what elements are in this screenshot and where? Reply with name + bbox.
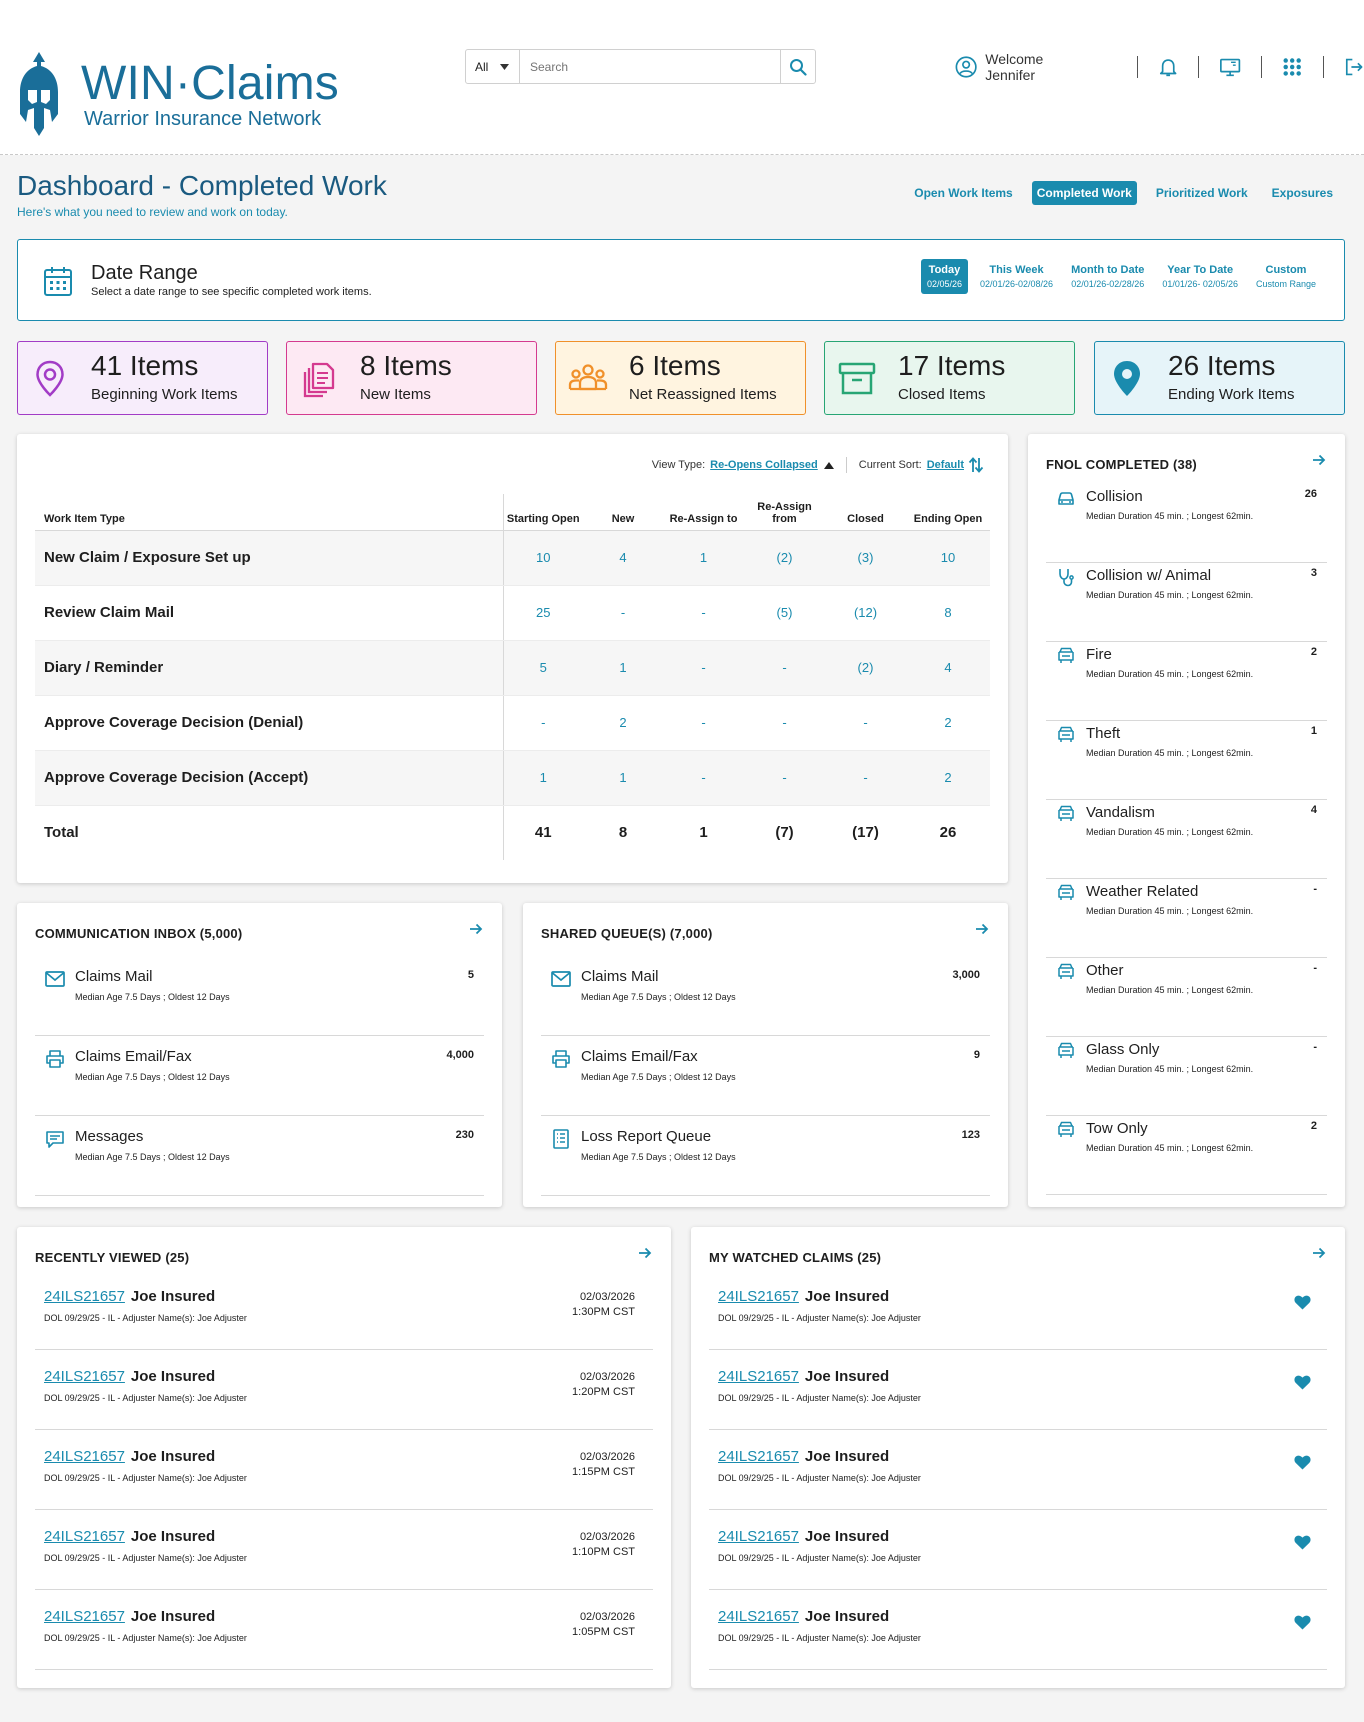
recent-claim-item[interactable] bbox=[35, 1350, 653, 1430]
date-option-this-week[interactable] bbox=[974, 259, 1059, 294]
divider bbox=[846, 457, 847, 473]
claim-detail: DOL 09/29/25 - IL - Adjuster Name(s): Joe Adjuster bbox=[718, 1473, 921, 1483]
fnol-item-count: - bbox=[1313, 962, 1317, 974]
fnol-item-fire[interactable] bbox=[1046, 641, 1327, 721]
fnol-item-theft[interactable] bbox=[1046, 720, 1327, 800]
fnol-item-name: Collision bbox=[1086, 488, 1143, 505]
fnol-item-collision[interactable] bbox=[1046, 483, 1327, 563]
total-cell: 1 bbox=[663, 805, 744, 860]
work-item-type: Diary / Reminder bbox=[35, 640, 503, 695]
view-type-label: View Type: bbox=[651, 459, 706, 471]
heart-icon[interactable] bbox=[1294, 1615, 1311, 1630]
claim-number-link[interactable]: 24ILS21657 bbox=[718, 1608, 799, 1625]
brand-subtitle: Warrior Insurance Network bbox=[84, 108, 322, 130]
fnol-item-detail: Median Duration 45 min. ; Longest 62min. bbox=[1086, 985, 1254, 995]
claim-detail: DOL 09/29/25 - IL - Adjuster Name(s): Joe Adjuster bbox=[718, 1553, 921, 1563]
stat-new-items[interactable] bbox=[286, 341, 537, 415]
stat-value: 17 Items bbox=[898, 350, 1006, 381]
viewed-time: 1:10PM CST bbox=[572, 1546, 635, 1558]
fnol-item-collision-animal[interactable] bbox=[1046, 562, 1327, 642]
search-scope-value: All bbox=[475, 59, 489, 74]
top-bar bbox=[0, 0, 1364, 155]
user-area bbox=[955, 52, 1364, 82]
car-front-icon bbox=[1056, 1041, 1076, 1061]
table-cell[interactable]: 10 bbox=[906, 530, 990, 585]
viewed-time: 1:05PM CST bbox=[572, 1626, 635, 1638]
search-input[interactable] bbox=[520, 50, 780, 83]
stat-label: Beginning Work Items bbox=[91, 386, 238, 403]
fnol-item-tow-only[interactable] bbox=[1046, 1115, 1327, 1195]
printer-icon bbox=[550, 1048, 572, 1070]
apps-grid-icon[interactable] bbox=[1282, 56, 1302, 78]
caret-up-icon[interactable] bbox=[824, 462, 834, 469]
claim-detail: DOL 09/29/25 - IL - Adjuster Name(s): Joe Adjuster bbox=[718, 1393, 921, 1403]
heart-icon[interactable] bbox=[1294, 1535, 1311, 1550]
fnol-item-detail: Median Duration 45 min. ; Longest 62min. bbox=[1086, 511, 1254, 521]
total-cell: (17) bbox=[825, 805, 906, 860]
queue-item-detail: Median Age 7.5 Days ; Oldest 12 Days bbox=[581, 992, 736, 1002]
insured-name: Joe Insured bbox=[804, 1288, 890, 1305]
date-option-year-to-date[interactable] bbox=[1156, 259, 1244, 294]
table-cell[interactable]: - bbox=[663, 640, 744, 695]
tab-completed-work[interactable]: Completed Work bbox=[1032, 181, 1137, 205]
fnol-item-count: 26 bbox=[1304, 488, 1317, 500]
fnol-item-count: 2 bbox=[1310, 1120, 1317, 1132]
date-option-range: 02/01/26-02/28/26 bbox=[1071, 279, 1145, 289]
insured-name: Joe Insured bbox=[130, 1368, 216, 1385]
viewed-time: 1:15PM CST bbox=[572, 1466, 635, 1478]
stat-value: 6 Items bbox=[629, 350, 721, 381]
table-cell[interactable]: (2) bbox=[825, 640, 906, 695]
divider bbox=[1137, 56, 1138, 78]
queue-item-claims-email-fax[interactable] bbox=[541, 1036, 990, 1116]
claim-detail: DOL 09/29/25 - IL - Adjuster Name(s): Joe Adjuster bbox=[44, 1393, 247, 1403]
sort-label: Current Sort: bbox=[858, 459, 922, 471]
date-option-label: Year To Date bbox=[1167, 264, 1234, 276]
work-item-type: New Claim / Exposure Set up bbox=[35, 530, 503, 585]
fnol-item-count: 1 bbox=[1310, 725, 1317, 737]
stat-label: Net Reassigned Items bbox=[629, 386, 777, 403]
table-cell[interactable]: 10 bbox=[503, 530, 583, 585]
table-cell[interactable]: - bbox=[744, 695, 825, 750]
total-label: Total bbox=[35, 805, 503, 860]
viewed-time: 1:30PM CST bbox=[572, 1306, 635, 1318]
fnol-item-detail: Median Duration 45 min. ; Longest 62min. bbox=[1086, 669, 1254, 679]
claim-number-link[interactable]: 24ILS21657 bbox=[718, 1448, 799, 1465]
sort-arrows-icon[interactable] bbox=[968, 456, 984, 474]
insured-name: Joe Insured bbox=[130, 1288, 216, 1305]
inbox-item-claims-email-fax[interactable] bbox=[35, 1036, 484, 1116]
insured-name: Joe Insured bbox=[804, 1528, 890, 1545]
mail-icon bbox=[44, 968, 66, 990]
queue-item-count: 123 bbox=[961, 1129, 980, 1141]
stat-value: 26 Items bbox=[1168, 350, 1276, 381]
insured-name: Joe Insured bbox=[804, 1368, 890, 1385]
heart-icon[interactable] bbox=[1294, 1455, 1311, 1470]
claim-number-link[interactable]: 24ILS21657 bbox=[44, 1528, 125, 1545]
table-row[interactable] bbox=[35, 750, 990, 805]
fnol-item-count: 2 bbox=[1310, 646, 1317, 658]
logo[interactable] bbox=[14, 50, 354, 140]
viewed-date: 02/03/2026 bbox=[579, 1291, 635, 1303]
table-cell[interactable]: - bbox=[503, 695, 583, 750]
card-title: SHARED QUEUE(S) (7,000) bbox=[541, 926, 713, 941]
table-cell[interactable]: 1 bbox=[583, 640, 663, 695]
calendar-icon bbox=[43, 265, 73, 297]
fnol-item-detail: Median Duration 45 min. ; Longest 62min. bbox=[1086, 590, 1254, 600]
fnol-item-detail: Median Duration 45 min. ; Longest 62min. bbox=[1086, 1143, 1254, 1153]
viewed-timestamp bbox=[572, 1290, 635, 1320]
column-header[interactable]: Re-Assign from bbox=[744, 494, 825, 530]
date-option-label: Today bbox=[928, 264, 961, 276]
caret-down-icon bbox=[500, 64, 509, 70]
claim-number-link[interactable]: 24ILS21657 bbox=[718, 1368, 799, 1385]
total-cell: 41 bbox=[503, 805, 583, 860]
car-front-icon bbox=[1056, 646, 1076, 666]
recent-claim-item[interactable] bbox=[35, 1510, 653, 1590]
car-icon bbox=[1056, 488, 1076, 508]
total-cell: 8 bbox=[583, 805, 663, 860]
stat-net-reassigned-items[interactable] bbox=[555, 341, 806, 415]
queue-item-name: Claims Mail bbox=[75, 968, 153, 985]
table-cell[interactable]: - bbox=[825, 695, 906, 750]
claim-number-link[interactable]: 24ILS21657 bbox=[44, 1608, 125, 1625]
fnol-item-count: - bbox=[1313, 1041, 1317, 1053]
date-option-label: Custom bbox=[1265, 264, 1307, 276]
table-row[interactable] bbox=[35, 695, 990, 750]
view-tabs bbox=[909, 181, 1338, 205]
table-cell[interactable]: - bbox=[663, 585, 744, 640]
stat-ending-work-items[interactable] bbox=[1094, 341, 1345, 415]
work-items-table-card bbox=[17, 434, 1008, 883]
logout-icon[interactable] bbox=[1344, 56, 1364, 78]
table-cell[interactable]: 8 bbox=[906, 585, 990, 640]
claim-number-link[interactable]: 24ILS21657 bbox=[44, 1288, 125, 1305]
car-front-icon bbox=[1056, 1120, 1076, 1140]
table-row[interactable] bbox=[35, 585, 990, 640]
recent-claim-item[interactable] bbox=[35, 1590, 653, 1670]
viewed-date: 02/03/2026 bbox=[579, 1371, 635, 1383]
viewed-date: 02/03/2026 bbox=[579, 1451, 635, 1463]
queue-item-detail: Median Age 7.5 Days ; Oldest 12 Days bbox=[75, 1152, 230, 1162]
viewed-date: 02/03/2026 bbox=[579, 1611, 635, 1623]
work-item-type: Approve Coverage Decision (Denial) bbox=[35, 695, 503, 750]
watched-claim-item[interactable] bbox=[709, 1590, 1327, 1670]
fnol-item-name: Other bbox=[1086, 962, 1124, 979]
card-title: COMMUNICATION INBOX (5,000) bbox=[35, 926, 243, 941]
fnol-completed-card bbox=[1028, 434, 1345, 1207]
viewed-timestamp bbox=[572, 1530, 635, 1560]
inbox-item-messages[interactable] bbox=[35, 1116, 484, 1196]
table-cell[interactable]: 4 bbox=[906, 640, 990, 695]
fnol-item-count: 3 bbox=[1310, 567, 1317, 579]
date-range-title: Date Range bbox=[91, 262, 198, 284]
table-row[interactable] bbox=[35, 530, 990, 585]
stethoscope-icon bbox=[1056, 567, 1076, 587]
fnol-item-other[interactable] bbox=[1046, 957, 1327, 1037]
recent-claim-item[interactable] bbox=[35, 1270, 653, 1350]
table-controls bbox=[652, 456, 984, 474]
queue-item-detail: Median Age 7.5 Days ; Oldest 12 Days bbox=[75, 1072, 230, 1082]
table-cell[interactable]: (5) bbox=[744, 585, 825, 640]
date-option-range: 02/05/26 bbox=[926, 279, 962, 289]
claim-number-link[interactable]: 24ILS21657 bbox=[44, 1448, 125, 1465]
car-front-icon bbox=[1056, 883, 1076, 903]
watched-claims-card bbox=[691, 1227, 1345, 1688]
table-cell[interactable]: - bbox=[663, 750, 744, 805]
stat-label: Ending Work Items bbox=[1168, 386, 1295, 403]
viewed-date: 02/03/2026 bbox=[579, 1531, 635, 1543]
queue-item-detail: Median Age 7.5 Days ; Oldest 12 Days bbox=[581, 1072, 736, 1082]
table-row[interactable] bbox=[35, 640, 990, 695]
total-cell: 26 bbox=[906, 805, 990, 860]
queue-item-claims-mail[interactable] bbox=[541, 956, 990, 1036]
queue-item-count: 5 bbox=[467, 969, 474, 981]
stat-closed-items[interactable] bbox=[824, 341, 1075, 415]
arrow-right-icon[interactable] bbox=[974, 921, 990, 937]
sort-select[interactable]: Default bbox=[926, 459, 964, 471]
stat-label: Closed Items bbox=[898, 386, 986, 403]
column-header[interactable]: New bbox=[583, 494, 663, 530]
fnol-item-name: Glass Only bbox=[1086, 1041, 1160, 1058]
fnol-item-detail: Median Duration 45 min. ; Longest 62min. bbox=[1086, 748, 1254, 758]
table-cell[interactable]: - bbox=[663, 695, 744, 750]
fnol-item-name: Collision w/ Animal bbox=[1086, 567, 1212, 584]
date-option-range: Custom Range bbox=[1255, 279, 1316, 289]
arrow-right-icon[interactable] bbox=[637, 1245, 653, 1261]
column-header[interactable]: Work Item Type bbox=[35, 494, 503, 530]
claim-detail: DOL 09/29/25 - IL - Adjuster Name(s): Joe Adjuster bbox=[44, 1313, 247, 1323]
search-scope-select[interactable] bbox=[466, 50, 520, 83]
column-header[interactable]: Closed bbox=[825, 494, 906, 530]
table-header-row bbox=[35, 494, 990, 530]
location-pin-outline-icon bbox=[30, 358, 70, 398]
watched-claim-item[interactable] bbox=[709, 1510, 1327, 1590]
table-cell[interactable]: 25 bbox=[503, 585, 583, 640]
queue-item-detail: Median Age 7.5 Days ; Oldest 12 Days bbox=[581, 1152, 736, 1162]
card-title: RECENTLY VIEWED (25) bbox=[35, 1250, 190, 1265]
message-icon bbox=[44, 1128, 66, 1150]
fnol-item-name: Theft bbox=[1086, 725, 1121, 742]
table-cell[interactable]: 2 bbox=[906, 750, 990, 805]
date-option-month-to-date[interactable] bbox=[1065, 259, 1150, 294]
work-item-type: Approve Coverage Decision (Accept) bbox=[35, 750, 503, 805]
communication-inbox-card bbox=[17, 903, 502, 1207]
monitor-icon[interactable] bbox=[1219, 56, 1241, 78]
brand-name: WIN·Claims bbox=[81, 57, 339, 110]
date-option-custom[interactable] bbox=[1250, 259, 1322, 294]
fnol-item-count: 4 bbox=[1310, 804, 1317, 816]
fnol-item-name: Weather Related bbox=[1086, 883, 1199, 900]
tab-open-work-items[interactable]: Open Work Items bbox=[914, 186, 1013, 200]
claim-detail: DOL 09/29/25 - IL - Adjuster Name(s): Joe Adjuster bbox=[44, 1473, 247, 1483]
archive-box-icon bbox=[837, 358, 877, 398]
queue-item-name: Claims Email/Fax bbox=[581, 1048, 698, 1065]
search-icon bbox=[789, 58, 807, 76]
table-cell[interactable]: 4 bbox=[583, 530, 663, 585]
recently-viewed-card bbox=[17, 1227, 671, 1688]
date-range-description: Select a date range to see specific completed work items. bbox=[91, 286, 372, 298]
fnol-item-detail: Median Duration 45 min. ; Longest 62min. bbox=[1086, 906, 1254, 916]
insured-name: Joe Insured bbox=[130, 1608, 216, 1625]
date-option-today[interactable] bbox=[921, 259, 968, 294]
fnol-item-glass-only[interactable] bbox=[1046, 1036, 1327, 1116]
date-option-range: 01/01/26- 02/05/26 bbox=[1162, 279, 1238, 289]
claim-detail: DOL 09/29/25 - IL - Adjuster Name(s): Joe Adjuster bbox=[718, 1313, 921, 1323]
tab-exposures[interactable]: Exposures bbox=[1271, 186, 1333, 200]
watched-claim-item[interactable] bbox=[709, 1430, 1327, 1510]
arrow-right-icon[interactable] bbox=[1311, 452, 1327, 468]
view-type-select[interactable]: Re-Opens Collapsed bbox=[710, 459, 818, 471]
queue-item-name: Claims Mail bbox=[581, 968, 659, 985]
stat-label: New Items bbox=[360, 386, 431, 403]
queue-item-count: 9 bbox=[973, 1049, 980, 1061]
people-group-icon bbox=[568, 358, 608, 398]
column-header[interactable]: Re-Assign to bbox=[663, 494, 744, 530]
queue-item-name: Loss Report Queue bbox=[581, 1128, 712, 1145]
watched-claim-item[interactable] bbox=[709, 1350, 1327, 1430]
claim-detail: DOL 09/29/25 - IL - Adjuster Name(s): Joe Adjuster bbox=[44, 1553, 247, 1563]
table-cell[interactable]: 2 bbox=[906, 695, 990, 750]
heart-icon[interactable] bbox=[1294, 1375, 1311, 1390]
search-bar bbox=[465, 49, 816, 84]
documents-icon bbox=[299, 358, 339, 398]
arrow-right-icon[interactable] bbox=[468, 921, 484, 937]
heart-icon[interactable] bbox=[1294, 1295, 1311, 1310]
column-header[interactable]: Ending Open bbox=[906, 494, 990, 530]
card-title: FNOL COMPLETED (38) bbox=[1046, 457, 1197, 472]
fnol-item-name: Fire bbox=[1086, 646, 1112, 663]
user-avatar-icon[interactable] bbox=[955, 55, 977, 79]
insured-name: Joe Insured bbox=[130, 1448, 216, 1465]
work-item-type: Review Claim Mail bbox=[35, 585, 503, 640]
date-range-panel bbox=[17, 239, 1345, 321]
divider bbox=[1198, 56, 1199, 78]
queue-item-loss-report-queue[interactable] bbox=[541, 1116, 990, 1196]
queue-item-detail: Median Age 7.5 Days ; Oldest 12 Days bbox=[75, 992, 230, 1002]
table-cell[interactable]: (3) bbox=[825, 530, 906, 585]
claim-number-link[interactable]: 24ILS21657 bbox=[718, 1288, 799, 1305]
page-subtitle: Here's what you need to review and work on today. bbox=[17, 205, 288, 219]
stat-value: 8 Items bbox=[360, 350, 452, 381]
shared-queues-card bbox=[523, 903, 1008, 1207]
watched-claim-item[interactable] bbox=[709, 1270, 1327, 1350]
column-header[interactable]: Starting Open bbox=[503, 494, 583, 530]
queue-item-count: 3,000 bbox=[952, 969, 980, 981]
fnol-item-detail: Median Duration 45 min. ; Longest 62min. bbox=[1086, 1064, 1254, 1074]
date-range-options bbox=[921, 259, 1322, 294]
mail-icon bbox=[550, 968, 572, 990]
welcome-text: Welcome Jennifer bbox=[985, 51, 1044, 83]
fnol-item-vandalism[interactable] bbox=[1046, 799, 1327, 879]
table-cell[interactable]: - bbox=[744, 750, 825, 805]
table-cell[interactable]: - bbox=[825, 750, 906, 805]
viewed-timestamp bbox=[572, 1610, 635, 1640]
table-cell[interactable]: - bbox=[744, 640, 825, 695]
work-items-table bbox=[35, 494, 990, 860]
inbox-item-claims-mail[interactable] bbox=[35, 956, 484, 1036]
table-cell[interactable]: 5 bbox=[503, 640, 583, 695]
page-title: Dashboard - Completed Work bbox=[17, 170, 387, 201]
total-cell: (7) bbox=[744, 805, 825, 860]
search-button[interactable] bbox=[780, 50, 815, 83]
divider bbox=[1323, 56, 1324, 78]
table-cell[interactable]: 1 bbox=[503, 750, 583, 805]
table-cell[interactable]: 1 bbox=[663, 530, 744, 585]
claim-number-link[interactable]: 24ILS21657 bbox=[718, 1528, 799, 1545]
table-total-row bbox=[35, 805, 990, 860]
queue-item-count: 4,000 bbox=[446, 1049, 474, 1061]
viewed-timestamp bbox=[572, 1450, 635, 1480]
tab-prioritized-work[interactable]: Prioritized Work bbox=[1155, 186, 1248, 200]
arrow-right-icon[interactable] bbox=[1311, 1245, 1327, 1261]
insured-name: Joe Insured bbox=[130, 1528, 216, 1545]
table-cell[interactable]: (12) bbox=[825, 585, 906, 640]
table-cell[interactable]: 2 bbox=[583, 695, 663, 750]
car-front-icon bbox=[1056, 962, 1076, 982]
fnol-item-detail: Median Duration 45 min. ; Longest 62min. bbox=[1086, 827, 1254, 837]
viewed-time: 1:20PM CST bbox=[572, 1386, 635, 1398]
car-front-icon bbox=[1056, 725, 1076, 745]
bell-icon[interactable] bbox=[1158, 56, 1178, 78]
divider bbox=[1261, 56, 1262, 78]
stat-beginning-work-items[interactable] bbox=[17, 341, 268, 415]
fnol-item-count: - bbox=[1313, 883, 1317, 895]
car-front-icon bbox=[1056, 804, 1076, 824]
fnol-item-name: Tow Only bbox=[1086, 1120, 1148, 1137]
claim-detail: DOL 09/29/25 - IL - Adjuster Name(s): Joe Adjuster bbox=[718, 1633, 921, 1643]
fnol-item-name: Vandalism bbox=[1086, 804, 1155, 821]
report-icon bbox=[550, 1128, 572, 1150]
warrior-helmet-icon bbox=[14, 52, 64, 136]
stat-value: 41 Items bbox=[91, 350, 199, 381]
recent-claim-item[interactable] bbox=[35, 1430, 653, 1510]
table-cell[interactable]: (2) bbox=[744, 530, 825, 585]
claim-detail: DOL 09/29/25 - IL - Adjuster Name(s): Joe Adjuster bbox=[44, 1633, 247, 1643]
queue-item-name: Claims Email/Fax bbox=[75, 1048, 192, 1065]
table-cell[interactable]: 1 bbox=[583, 750, 663, 805]
claim-number-link[interactable]: 24ILS21657 bbox=[44, 1368, 125, 1385]
date-option-label: Month to Date bbox=[1071, 264, 1145, 276]
card-title: MY WATCHED CLAIMS (25) bbox=[709, 1250, 882, 1265]
location-pin-filled-icon bbox=[1107, 358, 1147, 398]
viewed-timestamp bbox=[572, 1370, 635, 1400]
insured-name: Joe Insured bbox=[804, 1608, 890, 1625]
queue-item-name: Messages bbox=[75, 1128, 144, 1145]
table-cell[interactable]: - bbox=[583, 585, 663, 640]
date-option-range: 02/01/26-02/08/26 bbox=[979, 279, 1054, 289]
queue-item-count: 230 bbox=[455, 1129, 474, 1141]
date-option-label: This Week bbox=[989, 264, 1044, 276]
insured-name: Joe Insured bbox=[804, 1448, 890, 1465]
printer-icon bbox=[44, 1048, 66, 1070]
fnol-item-weather-related[interactable] bbox=[1046, 878, 1327, 958]
